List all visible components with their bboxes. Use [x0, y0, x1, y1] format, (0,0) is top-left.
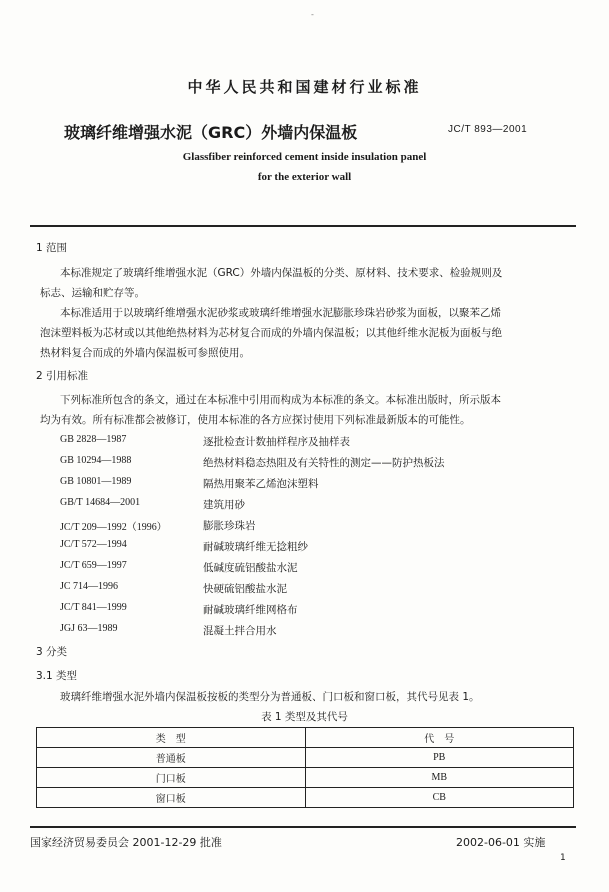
table-caption: 表 1 类型及其代号 — [261, 711, 348, 723]
implementation-line: 2002-06-01 实施 — [456, 836, 546, 849]
reference-name: 耐碱玻璃纤维无捻粗纱 — [203, 541, 308, 553]
footer-divider — [30, 826, 576, 828]
header-divider — [30, 225, 576, 227]
reference-name: 快硬硫铝酸盐水泥 — [203, 583, 287, 595]
reference-code: GB/T 14684—2001 — [60, 497, 141, 508]
reference-code: JC 714—1996 — [60, 581, 119, 592]
approval-line: 国家经济贸易委员会 2001-12-29 批准 — [30, 836, 222, 849]
page-number: 1 — [560, 853, 566, 863]
reference-code: JC/T 209—1992（1996） — [60, 522, 167, 533]
s1-p1-line2: 标志、运输和贮存等。 — [40, 287, 145, 299]
reference-name: 隔热用聚苯乙烯泡沫塑料 — [203, 478, 319, 490]
code-cell: PB — [305, 748, 574, 768]
s1-p2-line2: 泡沫塑料板为芯材或以其他绝热材料为芯材复合而成的外墙内保温板；以其他纤维水泥板为面板与绝 — [40, 327, 502, 339]
standard-type-heading: 中华人民共和国建材行业标准 — [187, 78, 422, 96]
reference-code: JGJ 63—1989 — [60, 623, 118, 634]
title-en-line2: for the exterior wall — [257, 171, 352, 183]
type-cell: 窗口板 — [37, 788, 306, 808]
s1-p2-line3: 热材料复合而成的外墙内保温板可参照使用。 — [40, 347, 250, 359]
reference-name: 耐碱玻璃纤维网格布 — [203, 604, 298, 616]
reference-name: 膨胀珍珠岩 — [203, 520, 256, 532]
s2-p1-line1: 下列标准所包含的条文，通过在本标准中引用而构成为本标准的条文。本标准出版时，所示版本 — [60, 394, 501, 406]
s1-p1-line1: 本标准规定了玻璃纤维增强水泥（GRC）外墙内保温板的分类、原材料、技术要求、检验规则及 — [60, 267, 503, 279]
standard-code: JC/T 893—2001 — [448, 124, 528, 135]
table-header-cell: 代 号 — [305, 728, 574, 748]
reference-code: GB 10801—1989 — [60, 476, 132, 487]
code-cell: MB — [305, 768, 574, 788]
reference-code: JC/T 572—1994 — [60, 539, 127, 550]
reference-code: GB 10294—1988 — [60, 455, 132, 466]
table-row — [37, 768, 574, 788]
reference-name: 低碱度硫铝酸盐水泥 — [203, 562, 298, 574]
table-header-row — [37, 728, 574, 748]
s31-paragraph: 玻璃纤维增强水泥外墙内保温板按板的类型分为普通板、门口板和窗口板，其代号见表 1。 — [60, 691, 480, 703]
page-title: 玻璃纤维增强水泥（GRC）外墙内保温板 — [64, 123, 358, 142]
section-1-heading: 1 范围 — [36, 242, 68, 254]
stray-mark: - — [311, 10, 314, 19]
table-row — [37, 788, 574, 808]
reference-name: 逐批检查计数抽样程序及抽样表 — [203, 436, 350, 448]
reference-code: JC/T 841—1999 — [60, 602, 127, 613]
type-cell: 普通板 — [37, 748, 306, 768]
section-3-1-heading: 3.1 类型 — [36, 670, 78, 682]
reference-name: 混凝土拌合用水 — [203, 625, 277, 637]
s1-p2-line1: 本标准适用于以玻璃纤维增强水泥砂浆或玻璃纤维增强水泥膨胀珍珠岩砂浆为面板，以聚苯乙烯 — [60, 307, 501, 319]
reference-name: 建筑用砂 — [203, 499, 245, 511]
reference-name: 绝热材料稳态热阻及有关特性的测定——防护热板法 — [203, 457, 445, 469]
types-table — [36, 727, 574, 808]
s2-p1-line2: 均为有效。所有标准都会被修订，使用本标准的各方应探讨使用下列标准最新版本的可能性。 — [40, 414, 471, 426]
title-en-line1: Glassfiber reinforced cement inside insulation panel — [182, 151, 427, 163]
table-row — [37, 748, 574, 768]
table-header-cell: 类 型 — [37, 728, 306, 748]
reference-code: GB 2828—1987 — [60, 434, 127, 445]
code-cell: CB — [305, 788, 574, 808]
section-2-heading: 2 引用标准 — [36, 370, 89, 382]
reference-code: JC/T 659—1997 — [60, 560, 127, 571]
section-3-heading: 3 分类 — [36, 646, 68, 658]
type-cell: 门口板 — [37, 768, 306, 788]
